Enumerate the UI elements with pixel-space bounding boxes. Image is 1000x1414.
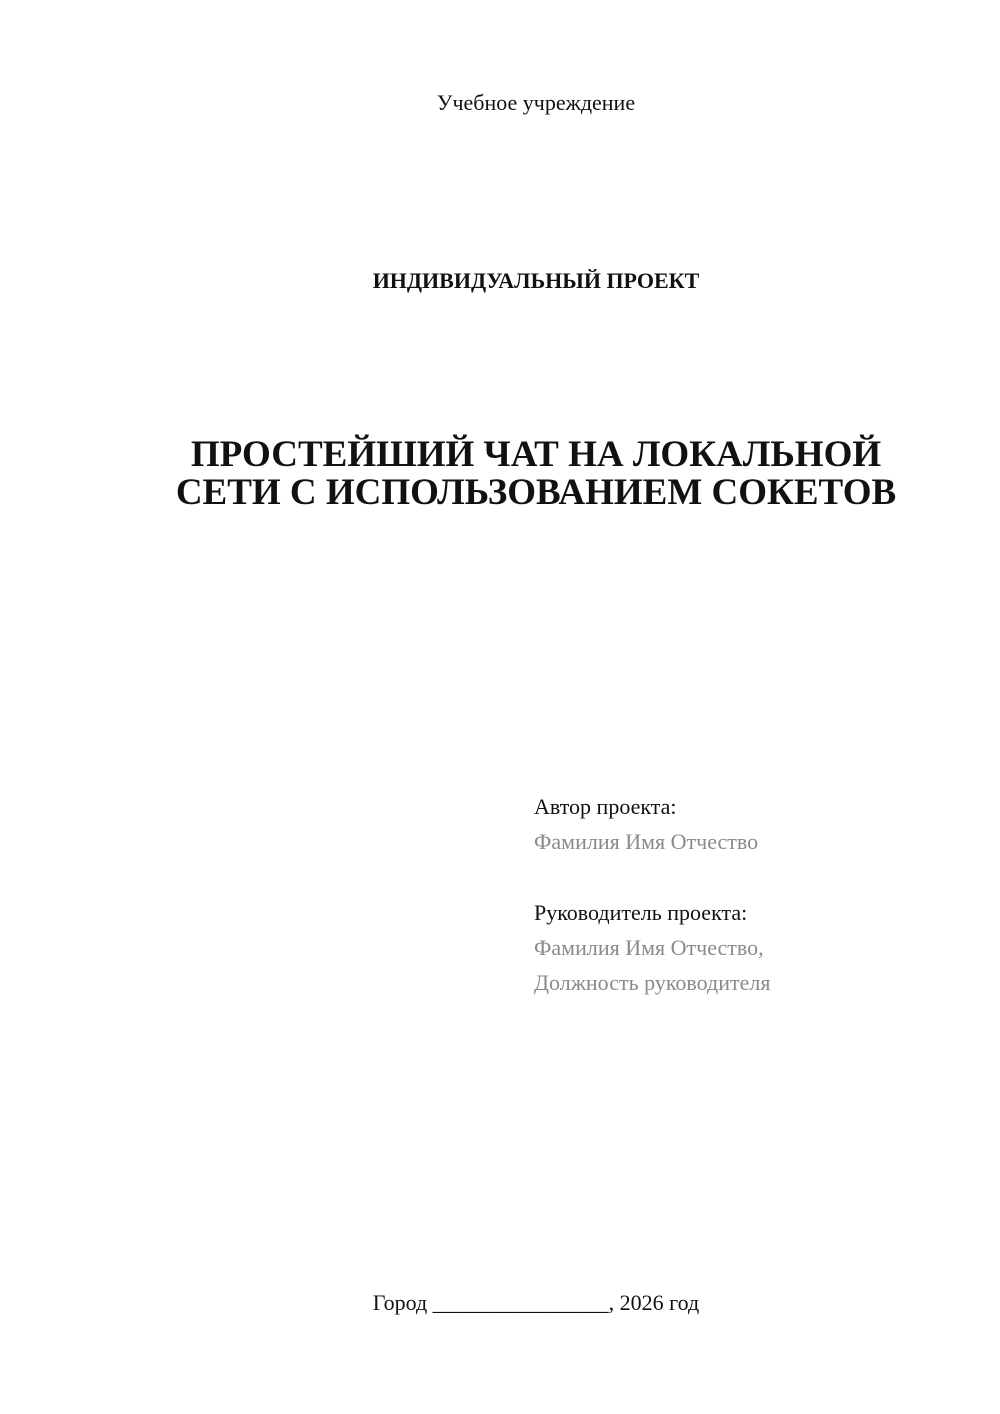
project-info-block: [534, 789, 770, 1000]
document-type: ИНДИВИДУАЛЬНЫЙ ПРОЕКТ: [372, 268, 700, 293]
info-spacer: [534, 859, 770, 895]
supervisor-name: Фамилия Имя Отчество,: [534, 935, 764, 960]
city-year-line: Город ________________, 2026 год: [372, 1290, 700, 1315]
project-title: [0, 436, 1000, 512]
project-title-line-1: ПРОСТЕЙШИЙ ЧАТ НА ЛОКАЛЬНОЙ: [190, 434, 882, 475]
author-name: Фамилия Имя Отчество: [534, 829, 759, 854]
author-label: Автор проекта:: [534, 794, 677, 819]
supervisor-label: Руководитель проекта:: [534, 900, 748, 925]
supervisor-position: Должность руководителя: [534, 970, 771, 995]
institution-name: Учебное учреждение: [436, 90, 636, 115]
project-title-line-2: СЕТИ С ИСПОЛЬЗОВАНИЕМ СОКЕТОВ: [175, 472, 897, 513]
